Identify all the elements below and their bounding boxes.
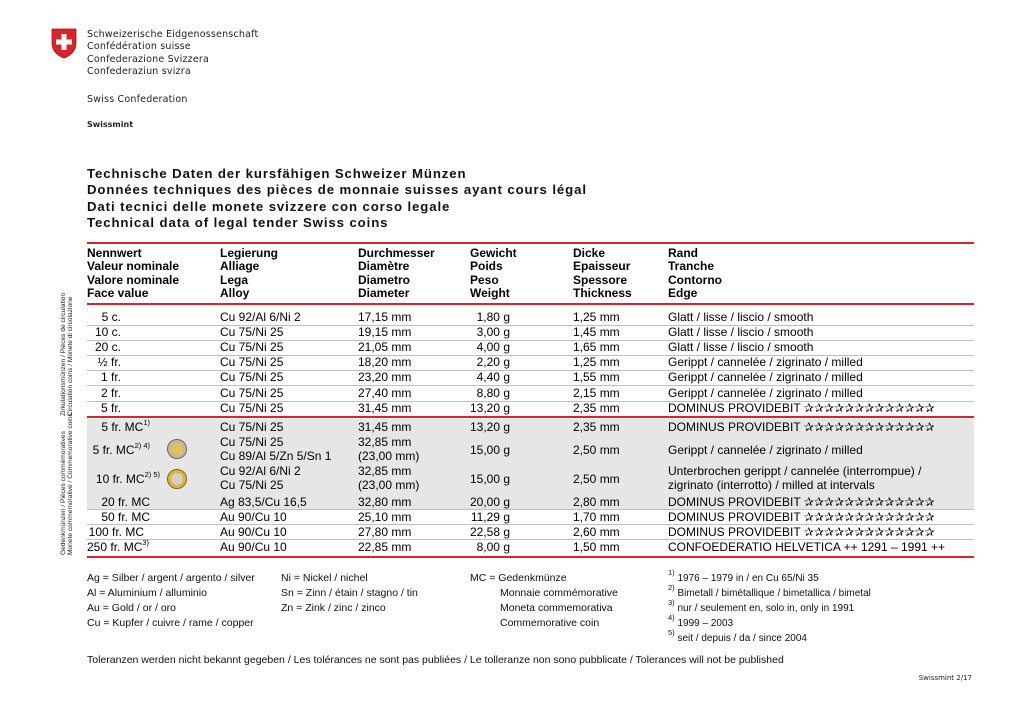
commemorative-side-label: Gedenkmünzen / Pièces commémoratives Monete commemorative / Commemorative coins bbox=[60, 413, 75, 555]
footnote-number: 2) bbox=[668, 583, 675, 592]
title-it: Dati tecnici delle monete svizzere con corso legale bbox=[87, 198, 451, 214]
cell-edge: Glatt / lisse / liscio / smooth bbox=[668, 310, 814, 324]
cell-face-value: 5 fr. MC$^{1)}$ bbox=[101, 418, 150, 434]
org-names bbox=[87, 29, 258, 78]
cell-alloy: Cu 75/Ni 25 bbox=[220, 435, 284, 449]
footnote-item bbox=[668, 568, 871, 586]
cell-alloy: Cu 75/Ni 25 bbox=[220, 401, 284, 415]
cell-diameter: 31,45 mm bbox=[358, 420, 412, 434]
cell-alloy: Au 90/Cu 10 bbox=[220, 510, 287, 524]
title-en: Technical data of legal tender Swiss coins bbox=[87, 214, 389, 230]
column-header-thickness: Dicke Epaisseur Spessore Thickness bbox=[573, 246, 632, 301]
footnote-text: Bimetall / bimétallique / bimetallica / bimetal bbox=[674, 588, 871, 599]
footnote-text: nur / seulement en, solo in, only in 1991 bbox=[674, 603, 855, 614]
footnote-item bbox=[668, 583, 871, 601]
page-title bbox=[87, 166, 587, 231]
cell-face-value: 2 fr. bbox=[100, 386, 121, 400]
cell-diameter-core: (23,00 mm) bbox=[358, 449, 420, 463]
cell-edge: Gerippt / cannelée / zigrinato / milled bbox=[668, 443, 863, 457]
cell-weight: 8,00 g bbox=[476, 540, 510, 554]
cell-thickness: 1,45 mm bbox=[573, 325, 620, 339]
cell-face-value: 10 fr. $MC^{2) 5)}$ bbox=[95, 470, 160, 486]
cell-weight: 8,80 g bbox=[476, 386, 510, 400]
cell-face-value: 5 fr. $MC^{2) 4)}$ bbox=[92, 441, 150, 457]
cell-diameter: 27,40 mm bbox=[358, 386, 412, 400]
org-line-fr: Confédération suisse bbox=[87, 41, 191, 53]
cell-diameter: 27,80 mm bbox=[358, 525, 412, 539]
column-header-diameter: Durchmesser Diamètre Diametro Diameter bbox=[358, 246, 435, 301]
cell-alloy: Cu 92/Al 6/Ni 2 bbox=[220, 464, 301, 478]
cell-diameter: 31,45 mm bbox=[358, 401, 412, 415]
cell-face-value: 1 fr. bbox=[100, 370, 121, 384]
cell-weight: 13,20 g bbox=[470, 420, 511, 434]
cell-face-value: 20 c. bbox=[94, 340, 121, 354]
cell-edge-continued: zigrinato (interrotto) / milled at intervals bbox=[668, 478, 875, 492]
header-bottom-rule bbox=[87, 303, 974, 305]
org-line-de: Schweizerische Eidgenossenschaft bbox=[87, 29, 259, 40]
cell-edge: DOMINUS PROVIDEBIT ✰✰✰✰✰✰✰✰✰✰✰✰✰ bbox=[668, 525, 935, 539]
footnote-text: 1976 – 1979 in / en Cu 65/Ni 35 bbox=[674, 573, 819, 584]
cell-diameter-core: (23,00 mm) bbox=[358, 478, 420, 492]
cell-diameter: 32,85 mm bbox=[358, 435, 412, 449]
cell-edge: Glatt / lisse / liscio / smooth bbox=[668, 325, 814, 339]
cell-weight: 2,20 g bbox=[476, 355, 510, 369]
footnote-text: 1999 – 2003 bbox=[674, 618, 734, 629]
cell-diameter: 21,05 mm bbox=[358, 340, 412, 354]
cell-alloy: Cu 75/Ni 25 bbox=[220, 370, 284, 384]
cell-alloy: Ag 83,5/Cu 16,5 bbox=[220, 495, 307, 509]
cell-weight: 4,40 g bbox=[476, 370, 510, 384]
cell-weight: 15,00 g bbox=[470, 472, 511, 486]
cell-alloy: Cu 75/Ni 25 bbox=[220, 420, 284, 434]
table-bottom-rule bbox=[87, 556, 974, 558]
cell-weight: 22,58 g bbox=[470, 525, 511, 539]
cell-thickness: 2,15 mm bbox=[573, 386, 620, 400]
cell-face-value: 50 fr. MC bbox=[101, 510, 150, 524]
cell-weight: 11,29 g bbox=[470, 510, 510, 524]
cell-face-value: 250 fr. MC$^{3)}$ bbox=[87, 538, 150, 554]
unit-label: Swissmint bbox=[87, 120, 134, 129]
legend-mc: MC = Gedenkmünze Monnaie commémorative Moneta commemorativa Commemorative coin bbox=[470, 572, 618, 629]
bimetal-coin-gold-center-icon bbox=[167, 439, 187, 459]
footnote-marker: 1) bbox=[143, 418, 150, 427]
cell-thickness: 1,70 mm bbox=[573, 510, 620, 524]
legend-notes bbox=[668, 568, 871, 646]
cell-diameter: 17,15 mm bbox=[358, 310, 412, 324]
cell-thickness: 2,50 mm bbox=[573, 472, 620, 486]
cell-diameter: 23,20 mm bbox=[358, 370, 412, 384]
org-line-it: Confederazione Svizzera bbox=[87, 53, 210, 65]
cell-thickness: 1,50 mm bbox=[573, 540, 620, 554]
cell-alloy: Cu 75/Ni 25 bbox=[220, 325, 284, 339]
page-number: Swissmint 2/17 bbox=[918, 674, 972, 682]
cell-weight: 20,00 g bbox=[470, 495, 511, 509]
cell-thickness: 1,65 mm bbox=[573, 340, 620, 354]
cell-face-value: 5 c. bbox=[101, 310, 121, 324]
title-fr: Données techniques des pièces de monnaie suisses ayant cours légal bbox=[87, 182, 587, 198]
legend-metals-2: Ni = Nickel / nichel Sn = Zinn / étain / stagno / tin Zn = Zink / zinc / zinco bbox=[281, 572, 418, 614]
cell-alloy: Cu 75/Ni 25 bbox=[220, 340, 284, 354]
cell-diameter: 18,20 mm bbox=[358, 355, 412, 369]
cell-edge: Gerippt / cannelée / zigrinato / milled bbox=[668, 386, 863, 400]
footnote-marker: 2) 4) bbox=[134, 441, 150, 450]
cell-edge: DOMINUS PROVIDEBIT ✰✰✰✰✰✰✰✰✰✰✰✰✰ bbox=[668, 420, 935, 434]
footnote-text: seit / depuis / da / since 2004 bbox=[674, 633, 807, 644]
cell-edge: DOMINUS PROVIDEBIT ✰✰✰✰✰✰✰✰✰✰✰✰✰ bbox=[668, 510, 935, 524]
cell-edge: CONFOEDERATIO HELVETICA ++ 1291 – 1991 ++ bbox=[668, 540, 946, 554]
cell-alloy-secondary: Cu 89/Al 5/Zn 5/Sn 1 bbox=[220, 449, 332, 463]
table-top-rule bbox=[87, 242, 974, 244]
cell-alloy: Cu 92/Al 6/Ni 2 bbox=[220, 310, 301, 324]
footnote-marker: 3) bbox=[142, 538, 150, 547]
cell-weight: 4,00 g bbox=[476, 340, 510, 354]
section-separator-rule bbox=[87, 416, 974, 418]
footnote-number: 1) bbox=[668, 568, 675, 577]
cell-thickness: 1,25 mm bbox=[573, 355, 620, 369]
cell-face-value: 5 fr. bbox=[100, 401, 121, 415]
footnote-item bbox=[668, 598, 871, 616]
cell-edge: Glatt / lisse / liscio / smooth bbox=[668, 340, 814, 354]
cell-diameter: 19,15 mm bbox=[358, 325, 412, 339]
swiss-coat-of-arms-icon bbox=[51, 28, 77, 59]
cell-alloy: Au 90/Cu 10 bbox=[220, 540, 287, 554]
cell-thickness: 2,50 mm bbox=[573, 443, 620, 457]
cell-edge: DOMINUS PROVIDEBIT ✰✰✰✰✰✰✰✰✰✰✰✰✰ bbox=[668, 401, 935, 415]
swiss-confederation-label: Swiss Confederation bbox=[87, 94, 188, 105]
cell-diameter: 22,85 mm bbox=[358, 540, 412, 554]
footnote-item bbox=[668, 628, 871, 646]
org-line-rm: Confederaziun svizra bbox=[87, 65, 191, 77]
cell-diameter: 32,85 mm bbox=[358, 464, 412, 478]
column-header-alloy: Legierung Alliage Lega Alloy bbox=[220, 246, 279, 301]
footnote-item bbox=[668, 613, 871, 631]
cell-diameter: 25,10 mm bbox=[358, 510, 412, 524]
cell-weight: 15,00 g bbox=[470, 443, 511, 457]
footnote-number: 3) bbox=[668, 598, 675, 607]
cell-edge: Unterbrochen gerippt / cannelée (interrompue) / bbox=[668, 464, 922, 478]
cell-weight: 13,20 g bbox=[470, 401, 511, 415]
cell-alloy: Cu 75/Ni 25 bbox=[220, 386, 284, 400]
footnote-marker: 2) 5) bbox=[144, 470, 160, 479]
cell-face-value: ½ fr. bbox=[97, 355, 121, 369]
cell-thickness: 2,35 mm bbox=[573, 420, 620, 434]
cell-face-value: 10 c. bbox=[94, 325, 121, 339]
cell-face-value: 100 fr. MC bbox=[88, 525, 144, 539]
cell-edge: Gerippt / cannelée / zigrinato / milled bbox=[668, 355, 863, 369]
cell-thickness: 2,80 mm bbox=[573, 495, 620, 509]
cell-thickness: 2,35 mm bbox=[573, 401, 620, 415]
cell-alloy: Cu 75/Ni 25 bbox=[220, 355, 284, 369]
column-header-value: Nennwert Valeur nominale Valore nominale Face value bbox=[87, 246, 180, 301]
footnote-number: 4) bbox=[668, 613, 675, 622]
column-header-edge: Rand Tranche Contorno Edge bbox=[668, 246, 722, 301]
cell-thickness: 1,25 mm bbox=[573, 310, 620, 324]
column-header-weight: Gewicht Poids Peso Weight bbox=[470, 246, 517, 301]
cell-edge: DOMINUS PROVIDEBIT ✰✰✰✰✰✰✰✰✰✰✰✰✰ bbox=[668, 495, 935, 509]
cell-diameter: 32,80 mm bbox=[358, 495, 412, 509]
cell-weight: 3,00 g bbox=[476, 325, 510, 339]
cell-thickness: 2,60 mm bbox=[573, 525, 620, 539]
cell-thickness: 1,55 mm bbox=[573, 370, 620, 384]
cell-weight: 1,80 g bbox=[476, 310, 510, 324]
title-de: Technische Daten der kursfähigen Schweizer Münzen bbox=[87, 166, 467, 181]
bimetal-coin-silver-center-icon bbox=[167, 469, 187, 489]
legend-metals: Ag = Silber / argent / argento / silver Al = Aluminium / alluminio Au = Gold / or / oro Cu = Kupfer / cuivre / rame / copper bbox=[87, 572, 255, 629]
tolerance-note: Toleranzen werden nicht bekannt gegeben / Les tolérances ne sont pas publiées / Le tolleranze non sono pubblicate / Tolerances will not be published bbox=[87, 654, 784, 666]
circulation-side-label: Zirkulationsmünzen / Pièces de circulation Circulation coins / Monete di circolazione bbox=[60, 292, 75, 416]
cell-alloy-secondary: Cu 75/Ni 25 bbox=[220, 478, 284, 492]
cell-face-value: 20 fr. MC bbox=[101, 495, 150, 509]
cell-edge: Gerippt / cannelée / zigrinato / milled bbox=[668, 370, 863, 384]
cell-alloy: Au 90/Cu 10 bbox=[220, 525, 287, 539]
footnote-number: 5) bbox=[668, 628, 675, 637]
